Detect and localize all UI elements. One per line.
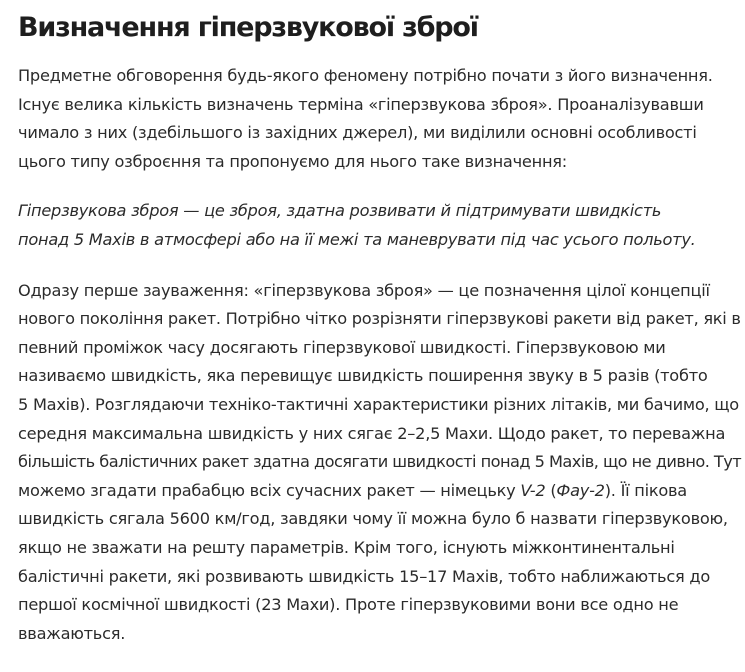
text-line: Гіперзвукова зброя — це зброя, здатна розвивати й підтримувати швидкість: [18, 201, 662, 221]
text-line: Існує велика кількість визначень терміна «гіперзвукова зброя». Проаналізувавши: [18, 94, 704, 114]
definition-paragraph: [18, 197, 740, 254]
text-line: нового покоління ракет. Потрібно чітко розрізняти гіперзвукові ракети від ракет, які в: [18, 309, 741, 329]
text-line: Предметне обговорення будь-якого феномену потрібно почати з його визначення.: [18, 66, 713, 85]
text-line: більшість балістичних ракет здатна досягати швидкості понад 5 Махів, що не дивно. Тут: [18, 452, 742, 472]
text-fragment: (: [545, 480, 557, 500]
text-line: понад 5 Махів в атмосфері або на її межі та маневрувати під час усього польоту.: [18, 229, 696, 249]
rocket-name-fau2: Фау-2: [556, 480, 605, 500]
text-line: середня максимальна швидкість у них сягає 2–2,5 Махи. Щодо ракет, то переважна: [18, 423, 726, 443]
intro-paragraph: [18, 62, 740, 176]
text-line: називаємо швидкість, яка перевищує швидкість поширення звуку в 5 разів (тобто: [18, 366, 708, 386]
text-line: [18, 477, 740, 506]
rocket-name-v2: V-2: [520, 480, 546, 500]
text-line: першої космічної швидкості (23 Махи). Проте гіперзвуковими вони все одно не: [18, 595, 679, 615]
text-line: певний проміжок часу досягають гіперзвукової швидкості. Гіперзвуковою ми: [18, 337, 666, 357]
article: [18, 8, 740, 648]
text-line: цього типу озброєння та пропонуємо для нього таке визначення:: [18, 151, 567, 171]
text-line: вважаються.: [18, 623, 126, 643]
text-line: чимало з них (здебільшого із західних джерел), ми виділили основні особливості: [18, 123, 697, 143]
text-line: якщо не зважати на решту параметрів. Крім того, існують міжконтинентальні: [18, 537, 675, 557]
text-line: балістичні ракети, які розвивають швидкість 15–17 Махів, тобто наближаються до: [18, 566, 710, 586]
text-line: швидкість сягала 5600 км/год, завдяки чому її можна було б назвати гіперзвуковою,: [18, 509, 728, 529]
text-line: 5 Махів). Розглядаючи техніко-тактичні характеристики різних літаків, ми бачимо, що: [18, 394, 739, 414]
body-paragraph: [18, 277, 740, 649]
text-fragment: можемо згадати прабабцю всіх сучасних ракет — німецьку: [18, 480, 521, 500]
article-title: Визначення гіперзвукової зброї: [18, 12, 478, 43]
text-line: Одразу перше зауваження: «гіперзвукова зброя» — це позначення цілої концепції: [18, 280, 710, 300]
text-fragment: ). Її пікова: [604, 480, 687, 500]
